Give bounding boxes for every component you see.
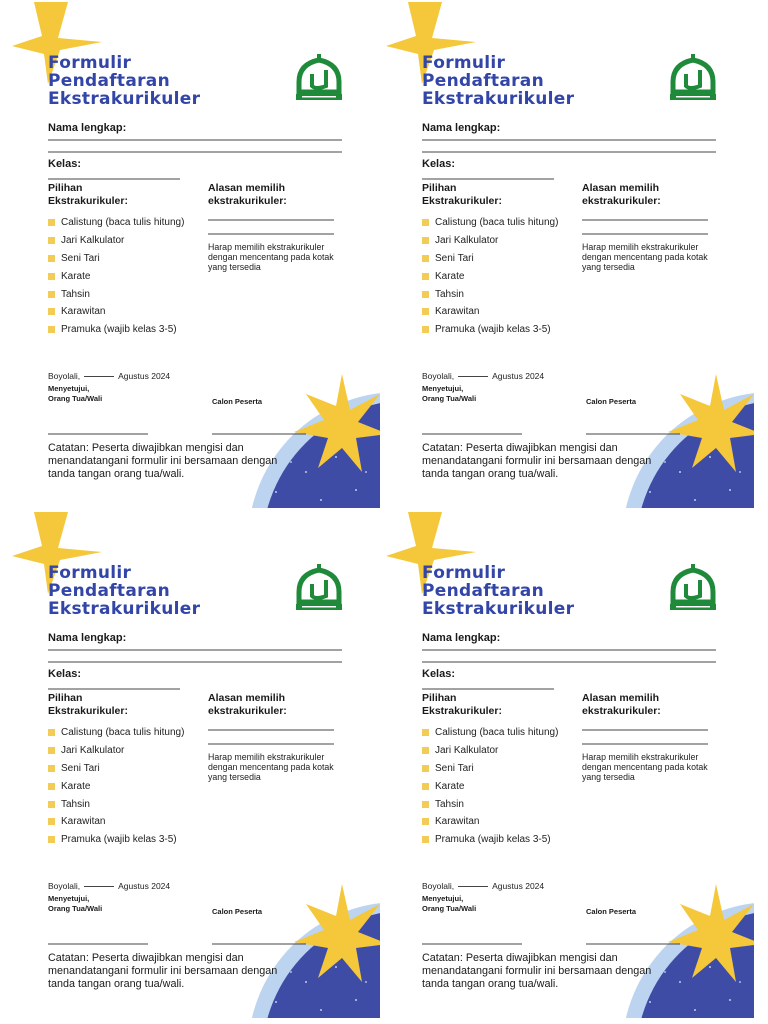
checkbox-icon[interactable] <box>422 237 429 244</box>
option-label: Seni Tari <box>61 252 100 264</box>
alasan-heading <box>208 182 287 208</box>
option-item[interactable] <box>48 303 184 321</box>
checkbox-icon[interactable] <box>422 219 429 226</box>
alasan-heading <box>208 692 287 718</box>
checkbox-icon[interactable] <box>422 783 429 790</box>
alasan-heading <box>582 182 661 208</box>
registration-form-card <box>380 2 754 508</box>
checkbox-icon[interactable] <box>48 255 55 262</box>
option-label: Karawitan <box>435 306 480 318</box>
checkbox-icon[interactable] <box>48 836 55 843</box>
participant-label: Calon Peserta <box>586 397 637 406</box>
option-item[interactable] <box>48 232 184 250</box>
checkbox-icon[interactable] <box>422 729 429 736</box>
option-item[interactable] <box>422 742 558 760</box>
pilihan-heading-line-2: Ekstrakurikuler: <box>48 705 128 717</box>
checkbox-icon[interactable] <box>422 308 429 315</box>
checkbox-icon[interactable] <box>48 729 55 736</box>
option-item[interactable] <box>48 742 184 760</box>
checkbox-icon[interactable] <box>48 219 55 226</box>
option-item[interactable] <box>422 232 558 250</box>
alasan-heading-line-1: Alasan memilih <box>208 692 286 704</box>
note-text: Catatan: Peserta diwajibkan mengisi dan menandatangani formulir ini bersamaan dengan tanda tangan orang tua/wali. <box>422 442 652 480</box>
checkbox-icon[interactable] <box>422 255 429 262</box>
option-label: Karate <box>435 270 465 282</box>
registration-form-card <box>6 512 380 1018</box>
date-month-year: Agustus 2024 <box>492 371 545 381</box>
option-item[interactable] <box>422 267 558 285</box>
option-label: Seni Tari <box>61 762 100 774</box>
school-logo-icon <box>292 562 346 616</box>
pilihan-heading-line-1: Pilihan <box>422 692 457 704</box>
date-place: Boyolali, <box>48 371 81 381</box>
approval-label: Menyetujui, <box>422 894 464 903</box>
option-item[interactable] <box>48 760 184 778</box>
date-line <box>422 371 544 381</box>
title-line-1: Formulir <box>422 563 506 583</box>
option-label: Pramuka (wajib kelas 3-5) <box>435 834 551 846</box>
alasan-heading-line-2: ekstrakurikuler: <box>208 705 287 717</box>
participant-label: Calon Peserta <box>212 907 263 916</box>
checkbox-icon[interactable] <box>422 291 429 298</box>
option-item[interactable] <box>48 724 184 742</box>
checkbox-icon[interactable] <box>48 237 55 244</box>
option-item[interactable] <box>422 795 558 813</box>
option-label: Pramuka (wajib kelas 3-5) <box>61 324 177 336</box>
title-line-3: Ekstrakurikuler <box>422 89 575 109</box>
option-label: Calistung (baca tulis hitung) <box>61 727 185 739</box>
option-item[interactable] <box>48 214 184 232</box>
option-label: Karate <box>61 270 91 282</box>
option-label: Calistung (baca tulis hitung) <box>435 727 559 739</box>
option-list <box>422 724 558 849</box>
date-place: Boyolali, <box>422 881 455 891</box>
approval-block <box>48 894 102 913</box>
alasan-heading-line-2: ekstrakurikuler: <box>582 705 661 717</box>
date-line <box>422 881 544 891</box>
alasan-heading-line-2: ekstrakurikuler: <box>582 195 661 207</box>
pilihan-heading <box>48 182 128 208</box>
instruction-hint: Harap memilih ekstrakurikuler dengan mencentang pada kotak yang tersedia <box>582 242 708 272</box>
checkbox-icon[interactable] <box>48 765 55 772</box>
form-title <box>422 54 574 108</box>
option-list <box>422 214 558 339</box>
checkbox-icon[interactable] <box>48 747 55 754</box>
title-line-3: Ekstrakurikuler <box>48 599 201 619</box>
option-item[interactable] <box>48 795 184 813</box>
checkbox-icon[interactable] <box>422 818 429 825</box>
option-label: Tahsin <box>61 288 90 300</box>
option-label: Calistung (baca tulis hitung) <box>435 217 559 229</box>
option-list <box>48 214 184 339</box>
option-item[interactable] <box>48 777 184 795</box>
option-item[interactable] <box>422 813 558 831</box>
title-line-3: Ekstrakurikuler <box>422 599 575 619</box>
form-title <box>48 54 200 108</box>
checkbox-icon[interactable] <box>422 801 429 808</box>
checkbox-icon[interactable] <box>48 273 55 280</box>
option-item[interactable] <box>422 250 558 268</box>
kelas-label: Kelas: <box>422 668 456 680</box>
option-label: Karate <box>435 780 465 792</box>
form-title <box>48 564 200 618</box>
date-day-blank[interactable] <box>458 376 488 377</box>
pilihan-heading <box>422 182 502 208</box>
note-text: Catatan: Peserta diwajibkan mengisi dan menandatangani formulir ini bersamaan dengan tanda tangan orang tua/wali. <box>48 952 278 990</box>
checkbox-icon[interactable] <box>422 273 429 280</box>
option-label: Karawitan <box>61 816 106 828</box>
instruction-hint: Harap memilih ekstrakurikuler dengan mencentang pada kotak yang tersedia <box>208 752 334 782</box>
checkbox-icon[interactable] <box>422 747 429 754</box>
parent-label: Orang Tua/Wali <box>48 393 103 403</box>
option-label: Jari Kalkulator <box>61 745 125 757</box>
date-month-year: Agustus 2024 <box>492 881 545 891</box>
registration-form-card <box>380 512 754 1018</box>
option-label: Jari Kalkulator <box>435 235 499 247</box>
option-label: Jari Kalkulator <box>61 235 125 247</box>
option-item[interactable] <box>422 777 558 795</box>
option-item[interactable] <box>422 285 558 303</box>
option-label: Jari Kalkulator <box>435 745 499 757</box>
note-text: Catatan: Peserta diwajibkan mengisi dan menandatangani formulir ini bersamaan dengan tanda tangan orang tua/wali. <box>422 952 652 990</box>
date-day-blank[interactable] <box>458 886 488 887</box>
checkbox-icon[interactable] <box>48 326 55 333</box>
approval-label: Menyetujui, <box>48 384 90 393</box>
checkbox-icon[interactable] <box>48 783 55 790</box>
title-line-3: Ekstrakurikuler <box>48 89 201 109</box>
approval-label: Menyetujui, <box>422 384 464 393</box>
pilihan-heading-line-2: Ekstrakurikuler: <box>48 195 128 207</box>
title-line-1: Formulir <box>48 53 132 73</box>
option-label: Calistung (baca tulis hitung) <box>61 217 185 229</box>
option-label: Tahsin <box>61 798 90 810</box>
title-line-2: Pendaftaran <box>422 71 544 91</box>
pilihan-heading-line-2: Ekstrakurikuler: <box>422 705 502 717</box>
instruction-hint: Harap memilih ekstrakurikuler dengan mencentang pada kotak yang tersedia <box>208 242 334 272</box>
option-item[interactable] <box>422 724 558 742</box>
checkbox-icon[interactable] <box>422 326 429 333</box>
alasan-heading-line-1: Alasan memilih <box>582 692 660 704</box>
approval-block <box>48 384 102 403</box>
date-place: Boyolali, <box>422 371 455 381</box>
option-label: Karawitan <box>61 306 106 318</box>
option-label: Karawitan <box>435 816 480 828</box>
kelas-label: Kelas: <box>48 668 82 680</box>
date-line <box>48 881 170 891</box>
parent-label: Orang Tua/Wali <box>422 903 477 913</box>
approval-block <box>422 894 476 913</box>
pilihan-heading <box>48 692 128 718</box>
alasan-heading-line-1: Alasan memilih <box>208 182 286 194</box>
alasan-heading-line-1: Alasan memilih <box>582 182 660 194</box>
instruction-hint: Harap memilih ekstrakurikuler dengan mencentang pada kotak yang tersedia <box>582 752 708 782</box>
approval-label: Menyetujui, <box>48 894 90 903</box>
pilihan-heading <box>422 692 502 718</box>
title-line-2: Pendaftaran <box>422 581 544 601</box>
option-label: Karate <box>61 780 91 792</box>
date-line <box>48 371 170 381</box>
date-day-blank[interactable] <box>84 886 114 887</box>
school-logo-icon <box>666 562 720 616</box>
option-item[interactable] <box>422 831 558 849</box>
form-title <box>422 564 574 618</box>
option-item[interactable] <box>422 760 558 778</box>
checkbox-icon[interactable] <box>48 818 55 825</box>
alasan-heading-line-2: ekstrakurikuler: <box>208 195 287 207</box>
pilihan-heading-line-1: Pilihan <box>422 182 457 194</box>
title-line-2: Pendaftaran <box>48 581 170 601</box>
parent-label: Orang Tua/Wali <box>48 903 103 913</box>
nama-label: Nama lengkap: <box>422 122 501 134</box>
kelas-label: Kelas: <box>48 158 82 170</box>
option-label: Seni Tari <box>435 252 474 264</box>
option-item[interactable] <box>422 214 558 232</box>
pilihan-heading-line-2: Ekstrakurikuler: <box>422 195 502 207</box>
parent-label: Orang Tua/Wali <box>422 393 477 403</box>
pilihan-heading-line-1: Pilihan <box>48 182 83 194</box>
nama-label: Nama lengkap: <box>48 632 127 644</box>
registration-form-card <box>6 2 380 508</box>
nama-label: Nama lengkap: <box>422 632 501 644</box>
participant-label: Calon Peserta <box>586 907 637 916</box>
kelas-label: Kelas: <box>422 158 456 170</box>
alasan-heading <box>582 692 661 718</box>
option-item[interactable] <box>422 303 558 321</box>
option-label: Pramuka (wajib kelas 3-5) <box>435 324 551 336</box>
checkbox-icon[interactable] <box>422 765 429 772</box>
date-month-year: Agustus 2024 <box>118 371 171 381</box>
approval-block <box>422 384 476 403</box>
checkbox-icon[interactable] <box>422 836 429 843</box>
participant-label: Calon Peserta <box>212 397 263 406</box>
option-list <box>48 724 184 849</box>
date-place: Boyolali, <box>48 881 81 891</box>
school-logo-icon <box>666 52 720 106</box>
date-month-year: Agustus 2024 <box>118 881 171 891</box>
date-day-blank[interactable] <box>84 376 114 377</box>
checkbox-icon[interactable] <box>48 308 55 315</box>
option-item[interactable] <box>48 831 184 849</box>
option-item[interactable] <box>48 813 184 831</box>
option-label: Seni Tari <box>435 762 474 774</box>
pilihan-heading-line-1: Pilihan <box>48 692 83 704</box>
option-item[interactable] <box>48 267 184 285</box>
option-label: Tahsin <box>435 798 464 810</box>
checkbox-icon[interactable] <box>48 291 55 298</box>
option-item[interactable] <box>48 321 184 339</box>
title-line-1: Formulir <box>422 53 506 73</box>
checkbox-icon[interactable] <box>48 801 55 808</box>
school-logo-icon <box>292 52 346 106</box>
option-item[interactable] <box>48 250 184 268</box>
note-text: Catatan: Peserta diwajibkan mengisi dan menandatangani formulir ini bersamaan dengan tanda tangan orang tua/wali. <box>48 442 278 480</box>
title-line-1: Formulir <box>48 563 132 583</box>
title-line-2: Pendaftaran <box>48 71 170 91</box>
option-label: Tahsin <box>435 288 464 300</box>
nama-label: Nama lengkap: <box>48 122 127 134</box>
option-item[interactable] <box>422 321 558 339</box>
option-item[interactable] <box>48 285 184 303</box>
option-label: Pramuka (wajib kelas 3-5) <box>61 834 177 846</box>
